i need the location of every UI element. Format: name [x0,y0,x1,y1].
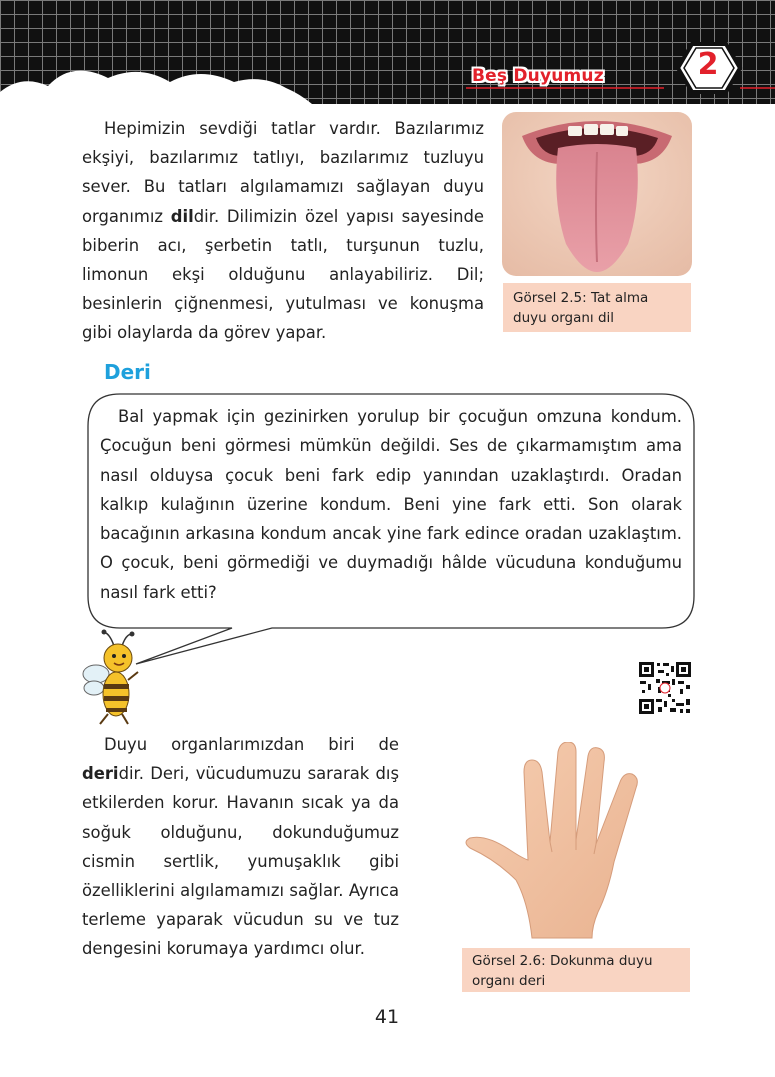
intro-paragraph: Hepimizin sevdiği tatlar vardır. Bazılarımız ekşiyi, bazılarımız tatlıyı, bazılarımız tuzluyu sever. Bu tatları algılamamızı sağlayan duyu organımız dildir. Dilimizin özel yapısı sayesinde biberin acı, şerbetin tatlı, turşunun tuzlu, limonun ekşi olduğunu anlayabiliriz. Dil; besinlerin çiğnenmesi, yutulması ve konuşma gibi olaylarda da görev yapar. [82,119,484,343]
section-title: Deri [104,360,151,384]
skin-paragraph: Duyu organlarımızdan biri de deridir. Deri, vücudumuzu sararak dış etkilerden korur. Havanın sıcak ya da soğuk olduğunu, dokunduğumuz cismin sertlik, yumuşaklık gibi özelliklerini algılamamızı sağlar. Ayrıca terleme yaparak vücudun su ve tuz dengesini korumaya yardımcı olur. [82,735,399,959]
speech-bubble-text: Bal yapmak için gezinirken yorulup bir çocuğun omzuna kondum. Çocuğun beni görmesi mümkün değildi. Ses de çıkarmamıştım ama nasıl olduysa çocuk beni fark edip yanından uzaklaştırdı. Oradan kalkıp kulağının üzerine kondum. Beni yine fark etti. Son olarak bacağının arkasına kondum ancak yine fark edince oradan uzaklaştım. O çocuk, beni görmediği ve duymadığı hâlde vücuduna konduğumu nasıl fark etti? [100,407,682,602]
unit-title: Beş Duyumuz [472,66,604,86]
page-number: 41 [374,1006,400,1028]
qr-code-icon[interactable] [638,661,692,715]
hand-figure-caption: Görsel 2.6: Dokunma duyu organı deri [462,948,690,992]
hand-photo [462,742,690,942]
bee-mascot-icon [80,628,144,728]
tongue-figure-caption: Görsel 2.5: Tat alma duyu organı dil [503,283,691,332]
unit-number-badge: 2 [697,47,719,82]
